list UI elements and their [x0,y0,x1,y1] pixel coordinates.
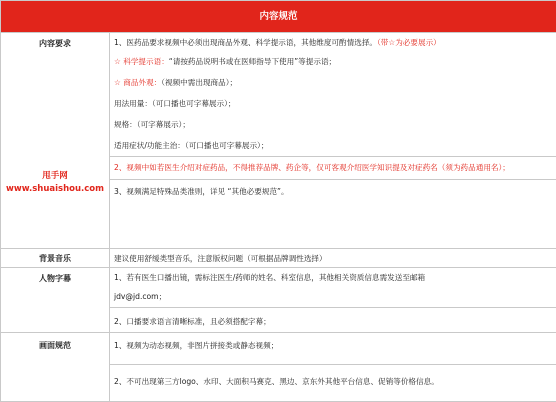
content-line-1 [114,54,552,69]
content-requirements-row [1,33,556,249]
content-line-3 [114,96,552,111]
content-item-2: 2、视频中如若医生介绍对症药品，不得推荐品牌、药企等，仅可客观介绍医学知识提及对症药名（须为药品通用名）； [114,157,552,179]
star-label-1: ☆ 科学提示语： [114,57,169,66]
category-label-visual: 画面规范 [1,333,110,402]
content-line-4 [114,117,552,132]
watermark-line-1: 甩手网 [1,170,109,183]
subtitle-row [1,268,556,333]
subtitle-body [110,268,556,333]
required-note: （带☆为必要展示） [377,38,441,47]
title-row [1,1,556,33]
content-line-5 [114,138,552,153]
visual-row [1,333,556,402]
music-text: 建议使用舒缓类型音乐，注意版权问题（可根据品牌调性选择） [110,249,556,268]
content-line-1-text: “请按药品说明书或在医师指导下使用”等提示语； [169,57,336,66]
content-line-3-text: 用法用量：（可口播也可字幕展示）； [114,99,236,108]
content-item-1 [114,35,552,50]
content-line-2-text: （视频中需出现商品）； [161,78,237,87]
subtitle-item-2: 2、口播要求语言清晰标准，且必须搭配字幕； [114,308,552,329]
category-cell-content [1,33,110,249]
visual-body [110,333,556,402]
star-label-2: ☆ 商品外观： [114,78,161,87]
category-label-music: 背景音乐 [1,249,110,268]
visual-item-1: 1、视频为动态视频，非图片拼接类或静态视频； [114,338,552,353]
content-item-3: 3、视频满足特殊品类准则，详见 “其他必要规范”。 [114,180,552,201]
watermark [1,170,109,248]
category-label-subtitle: 人物字幕 [1,268,110,333]
content-line-2 [114,75,552,90]
page-title: 内容规范 [1,1,556,33]
category-label-content: 内容要求 [1,33,109,51]
content-item-1-text: 1、医药品要求视频中必须出现商品外观、科学提示语，其他维度可酌情选择。 [114,38,377,47]
watermark-line-2: www.shuaishou.com [1,183,109,196]
subtitle-email: jdv@jd.com； [114,289,552,304]
background-music-row [1,249,556,268]
content-requirements-body [110,33,556,249]
visual-item-2: 2、不可出现第三方logo、水印、大面积马赛克、黑边、京东外其他平台信息、促销等价格信息。 [114,365,552,389]
subtitle-item-1: 1、若有医生口播出镜，需标注医生/药师的姓名、科室信息，其他相关资质信息需发送至邮箱 [114,270,552,285]
content-line-4-text: 规格：（可字幕展示）； [114,120,190,129]
content-line-5-text: 适用症状/功能主治：（可口播也可字幕展示）； [114,141,268,150]
